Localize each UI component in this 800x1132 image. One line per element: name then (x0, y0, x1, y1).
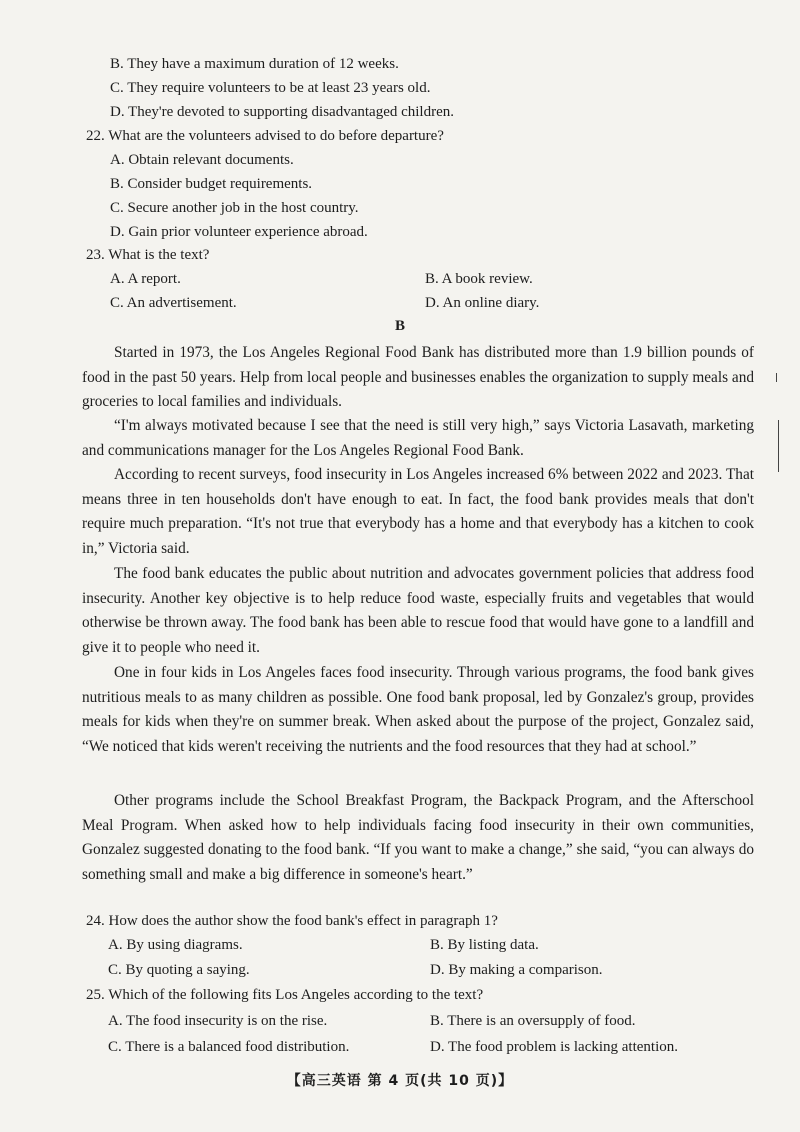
passage-paragraph-2: “I'm always motivated because I see that the need is still very high,” says Victoria Lasavath, marketing and communications manager for the Los Angeles Regional Food Bank. (82, 417, 754, 459)
q23-option-a[interactable]: A. A report. (110, 271, 181, 287)
passage-paragraph-5: One in four kids in Los Angeles faces food insecurity. Through various programs, the food bank gives nutritious meals to as many children as possible. One food bank proposal, led by Gonzalez's group, provides meals for kids when they're on summer break. When asked about the purpose of the project, Gonzalez said, “We noticed that kids weren't receiving the nutrients and the food resources that they had at school.” (82, 664, 754, 755)
q22-option-b[interactable]: B. Consider budget requirements. (110, 176, 313, 192)
passage-paragraph-6: Other programs include the School Breakfast Program, the Backpack Program, and the Afterschool Meal Program. When asked how to help individuals facing food insecurity in their own communities, Gonzalez suggested donating to the food bank. “If you want to make a change,” she said, “you can always do something small and make a big difference in someone's heart.” (82, 792, 754, 883)
scan-line (778, 420, 779, 472)
passage-paragraph-4: The food bank educates the public about nutrition and advocates government policies that address food insecurity. Another key objective is to help reduce food waste, especially fruits and vegetables that would otherwise be thrown away. The food bank has been able to rescue food that would have gone to a landfill and give it to people who need it. (82, 565, 754, 656)
q21-option-b[interactable]: B. They have a maximum duration of 12 weeks. (110, 56, 399, 72)
q23-option-c[interactable]: C. An advertisement. (110, 295, 237, 311)
q22-stem: 22. What are the volunteers advised to do before departure? (86, 128, 444, 144)
q22-option-c[interactable]: C. Secure another job in the host country. (110, 200, 359, 216)
q24-option-d[interactable]: D. By making a comparison. (430, 962, 603, 978)
page-footer: 【高三英语 第 4 页(共 10 页)】 (286, 1073, 514, 1089)
q21-option-d[interactable]: D. They're devoted to supporting disadvantaged children. (110, 104, 455, 120)
q24-stem: 24. How does the author show the food bank's effect in paragraph 1? (86, 913, 498, 929)
passage-paragraph-1: Started in 1973, the Los Angeles Regional Food Bank has distributed more than 1.9 billion pounds of food in the past 50 years. Help from local people and businesses enables the organization to supply meals and groceries to local families and individuals. (82, 344, 754, 411)
q24-option-c[interactable]: C. By quoting a saying. (108, 962, 250, 978)
q25-stem: 25. Which of the following fits Los Angeles according to the text? (86, 987, 484, 1003)
q22-option-d[interactable]: D. Gain prior volunteer experience abroad. (110, 224, 368, 240)
scan-mark (776, 373, 777, 382)
q25-option-c[interactable]: C. There is a balanced food distribution. (108, 1039, 350, 1055)
q25-option-a[interactable]: A. The food insecurity is on the rise. (108, 1013, 328, 1029)
q23-option-d[interactable]: D. An online diary. (425, 295, 540, 311)
q24-option-b[interactable]: B. By listing data. (430, 937, 539, 953)
passage-paragraph-3: According to recent surveys, food insecurity in Los Angeles increased 6% between 2022 and 2023. That means three in ten households don't have enough to eat. In fact, the food bank provides meals that don't require much preparation. “It's not true that everybody has a home and that everybody has a kitchen to cook in,” Victoria said. (82, 466, 754, 557)
section-heading: B (394, 318, 405, 334)
q25-option-d[interactable]: D. The food problem is lacking attention. (430, 1039, 679, 1055)
q23-option-b[interactable]: B. A book review. (425, 271, 533, 287)
q22-option-a[interactable]: A. Obtain relevant documents. (110, 152, 294, 168)
q25-option-b[interactable]: B. There is an oversupply of food. (430, 1013, 636, 1029)
q21-option-c[interactable]: C. They require volunteers to be at least 23 years old. (110, 80, 431, 96)
q23-stem: 23. What is the text? (86, 247, 210, 263)
q24-option-a[interactable]: A. By using diagrams. (108, 937, 243, 953)
